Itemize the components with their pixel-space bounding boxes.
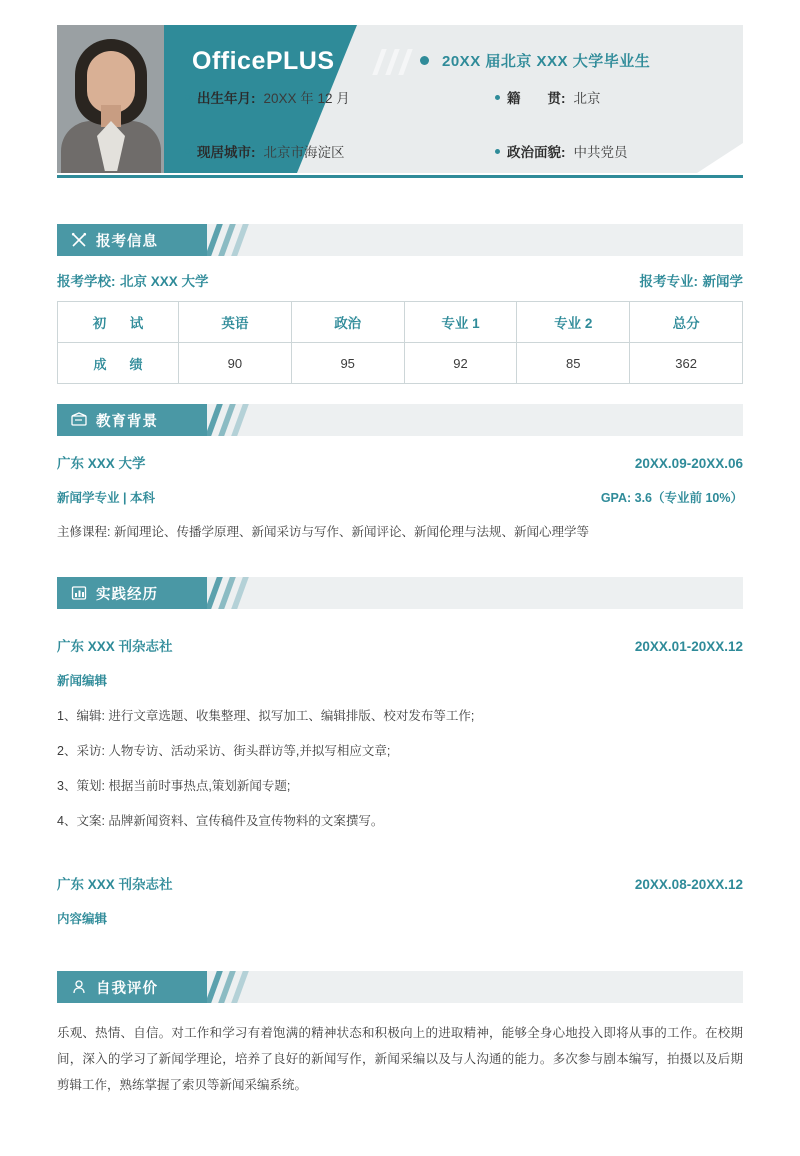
list-item: 3、策划: 根据当前时事热点,策划新闻专题; [57, 779, 291, 794]
field-label: 籍 贯: [507, 91, 566, 106]
field-hometown [495, 87, 601, 107]
resume-page [0, 25, 800, 1156]
graduation-book-icon [70, 411, 88, 429]
field-label: 现居城市: [197, 145, 256, 160]
table-row-header [58, 302, 743, 343]
practice-date: 20XX.01-20XX.12 [634, 639, 743, 655]
section-slash-decoration [207, 971, 253, 1003]
section-apply-info-label [57, 224, 207, 256]
table-header-cell: 英语 [179, 302, 292, 343]
education-major: 新闻学专业 | 本科 [57, 491, 155, 505]
person-badge-icon [70, 978, 88, 996]
section-title: 教育背景 [96, 413, 158, 430]
bullet-icon [185, 95, 190, 100]
field-value: 北京 [573, 91, 601, 106]
practice-content [57, 609, 743, 927]
practice-item [57, 873, 743, 927]
list-item: 4、文案: 品牌新闻资料、宣传稿件及宣传物料的文案撰写。 [57, 814, 384, 829]
bullet-icon [185, 149, 190, 154]
field-birth [185, 87, 495, 107]
section-slash-decoration [207, 577, 253, 609]
education-school: 广东 XXX 大学 [57, 456, 146, 471]
avatar [57, 25, 164, 173]
practice-role: 内容编辑 [57, 912, 108, 927]
section-title: 实践经历 [96, 586, 158, 603]
header-bullet-icon [420, 56, 429, 65]
self-evaluation-text: 乐观、热情、自信。对工作和学习有着饱满的精神状态和积极向上的进取精神，能够全身心地投入即将从事的工作。在校期间，深入的学习了新闻学理论，培养了良好的新闻写作，新闻采编以及与人沟通的能力。多次参与剧本编写，拍摄以及后期剪辑工作，熟练掌握了索贝等新闻采编系统。 [57, 1026, 743, 1092]
education-gpa: GPA: 3.6（专业前 10%） [600, 491, 743, 505]
apply-school-label: 报考学校: [57, 274, 116, 289]
education-date: 20XX.09-20XX.06 [634, 456, 743, 471]
practice-date: 20XX.08-20XX.12 [634, 877, 743, 893]
field-value: 北京市海淀区 [263, 145, 345, 160]
section-education [57, 404, 743, 436]
practice-org: 广东 XXX 刊杂志社 [57, 639, 173, 655]
field-value: 中共党员 [573, 145, 628, 160]
practice-item [57, 635, 743, 829]
section-self-evaluation-label [57, 971, 207, 1003]
section-practice-label [57, 577, 207, 609]
header-field-row [185, 141, 730, 195]
practice-role: 新闻编辑 [57, 674, 108, 689]
bullet-icon [495, 149, 500, 154]
section-apply-info [57, 224, 743, 256]
chart-board-icon [70, 584, 88, 602]
table-header-cell: 初 试 [58, 302, 179, 343]
section-slash-decoration [207, 224, 253, 256]
apply-info-head [57, 270, 743, 291]
section-self-evaluation [57, 971, 743, 1003]
table-cell-score: 85 [517, 343, 630, 384]
field-value: 20XX 年 12 月 [263, 91, 350, 106]
page-title: 20XX 届北京 XXX 大学毕业生 [442, 53, 651, 70]
education-courses: 主修课程: 新闻理论、传播学原理、新闻采访与写作、新闻评论、新闻伦理与法规、新闻心理学等 [57, 525, 589, 539]
apply-school-value: 北京 XXX 大学 [119, 274, 209, 289]
list-item: 2、采访: 人物专访、活动采访、街头群访等,并拟写相应文章; [57, 744, 391, 759]
resume-header [57, 25, 743, 180]
field-political-status [495, 141, 628, 161]
field-label: 出生年月: [197, 91, 256, 106]
table-header-cell: 政治 [291, 302, 404, 343]
exam-score-table [57, 301, 743, 384]
section-title: 自我评价 [96, 980, 158, 997]
table-row-label: 成 绩 [58, 343, 179, 384]
brand-logo: OfficePLUS [192, 47, 335, 75]
apply-major-value: 新闻学 [702, 274, 743, 289]
table-header-cell: 专业 2 [517, 302, 630, 343]
practice-org: 广东 XXX 刊杂志社 [57, 877, 173, 893]
apply-school [57, 270, 208, 291]
table-cell-score: 90 [179, 343, 292, 384]
header-field-row [185, 87, 730, 141]
table-header-cell: 总分 [630, 302, 743, 343]
table-cell-total: 362 [630, 343, 743, 384]
header-fields [185, 87, 730, 195]
field-city [185, 141, 495, 161]
apply-major-label: 报考专业: [639, 274, 699, 289]
apply-major [640, 270, 743, 291]
section-education-label [57, 404, 207, 436]
education-content [57, 436, 743, 543]
list-item: 1、编辑: 进行文章选题、收集整理、拟写加工、编辑排版、校对发布等工作; [57, 709, 475, 724]
crossed-pens-icon [70, 231, 88, 249]
table-row [58, 343, 743, 384]
section-title: 报考信息 [96, 233, 158, 250]
section-practice [57, 577, 743, 609]
table-cell-score: 92 [404, 343, 517, 384]
table-cell-score: 95 [291, 343, 404, 384]
bullet-icon [495, 95, 500, 100]
section-slash-decoration [207, 404, 253, 436]
field-label: 政治面貌: [507, 145, 566, 160]
table-header-cell: 专业 1 [404, 302, 517, 343]
